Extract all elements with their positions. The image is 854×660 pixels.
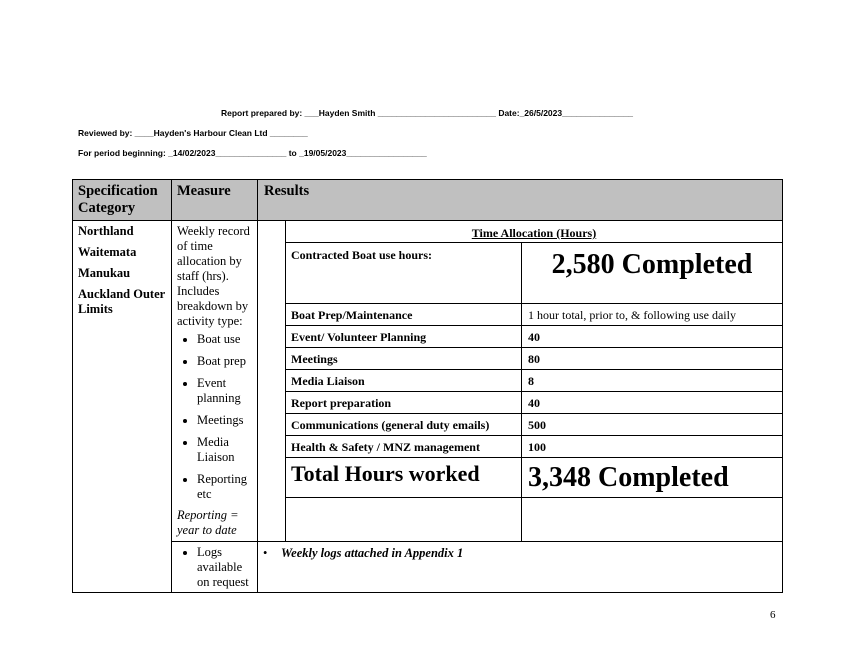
row-value: 100 (528, 440, 546, 454)
logs-item: • Logs available on request (197, 545, 257, 590)
category-waitemata: Waitemata (78, 245, 137, 259)
row-value: 1 hour total, prior to, & following use daily (528, 308, 736, 322)
weekly-logs-note: Weekly logs attached in Appendix 1 (281, 546, 464, 560)
inner-hline-title (285, 242, 783, 243)
header-specification-category: Specification Category (78, 183, 158, 216)
measure-note: Reporting = year to date (177, 508, 239, 537)
row-label: Media Liaison (291, 374, 365, 388)
category-list (78, 224, 170, 317)
activity-type-list (177, 332, 257, 502)
inner-hline-7 (285, 457, 783, 458)
activity-item: • Event planning (197, 376, 257, 406)
table-border-header-bottom (72, 220, 783, 221)
row-label: Meetings (291, 352, 338, 366)
row-value: 80 (528, 352, 540, 366)
total-hours-value: 3,348 Completed (528, 462, 729, 493)
column-divider-2 (257, 179, 258, 593)
footer-results-cell (263, 546, 778, 561)
activity-item: • Boat use (197, 332, 257, 347)
inner-hline-contracted (285, 303, 783, 304)
period-line: For period beginning: _14/02/2023_______________ to _19/05/2023_________________ (78, 148, 427, 158)
row-value: 8 (528, 374, 534, 388)
category-northland: Northland (78, 224, 134, 238)
row-label: Event/ Volunteer Planning (291, 330, 427, 344)
inner-hline-1 (285, 325, 783, 326)
inner-hline-4 (285, 391, 783, 392)
table-border-left (72, 179, 73, 593)
contracted-value: 2,580 Completed (551, 249, 753, 280)
activity-item: • Boat prep (197, 354, 257, 369)
activity-item: • Media Liaison (197, 435, 257, 465)
inner-hline-total (285, 497, 783, 498)
inner-hline-3 (285, 369, 783, 370)
inner-hline-6 (285, 435, 783, 436)
page-number: 6 (770, 609, 776, 621)
table-border-top (72, 179, 783, 180)
inner-hline-5 (285, 413, 783, 414)
row-label: Boat Prep/Maintenance (291, 308, 413, 322)
inner-hline-2 (285, 347, 783, 348)
category-auckland-outer-limits: Auckland Outer Limits (78, 287, 165, 316)
contracted-label: Contracted Boat use hours: (291, 248, 432, 262)
inner-left-border (285, 220, 286, 541)
activity-item: • Meetings (197, 413, 257, 428)
row-value: 40 (528, 330, 540, 344)
footer-measure-cell (177, 545, 257, 597)
activity-item: • Reporting etc (197, 472, 257, 502)
footer-row-top (171, 541, 783, 542)
header-measure: Measure (177, 183, 231, 199)
column-divider-1 (171, 179, 172, 593)
row-value: 500 (528, 418, 546, 432)
row-value: 40 (528, 396, 540, 410)
total-hours-label: Total Hours worked (291, 461, 480, 486)
row-label: Health & Safety / MNZ management (291, 440, 480, 454)
results-title: Time Allocation (Hours) (471, 226, 597, 240)
measure-intro: Weekly record of time allocation by staff (hrs). Includes breakdown by activity type: (177, 224, 250, 328)
report-prepared-line: Report prepared by: ___Hayden Smith _________________________ Date:_26/5/2023_______________ (220, 108, 634, 118)
header-results: Results (264, 183, 310, 199)
bullet-icon: • (263, 546, 268, 560)
reviewed-by-line: Reviewed by: ____Hayden's Harbour Clean Ltd ________ (78, 128, 308, 138)
measure-cell (177, 224, 257, 509)
category-manukau: Manukau (78, 266, 131, 280)
row-label: Communications (general duty emails) (291, 418, 490, 432)
footer-measure-list (177, 545, 257, 590)
row-label: Report preparation (291, 396, 392, 410)
